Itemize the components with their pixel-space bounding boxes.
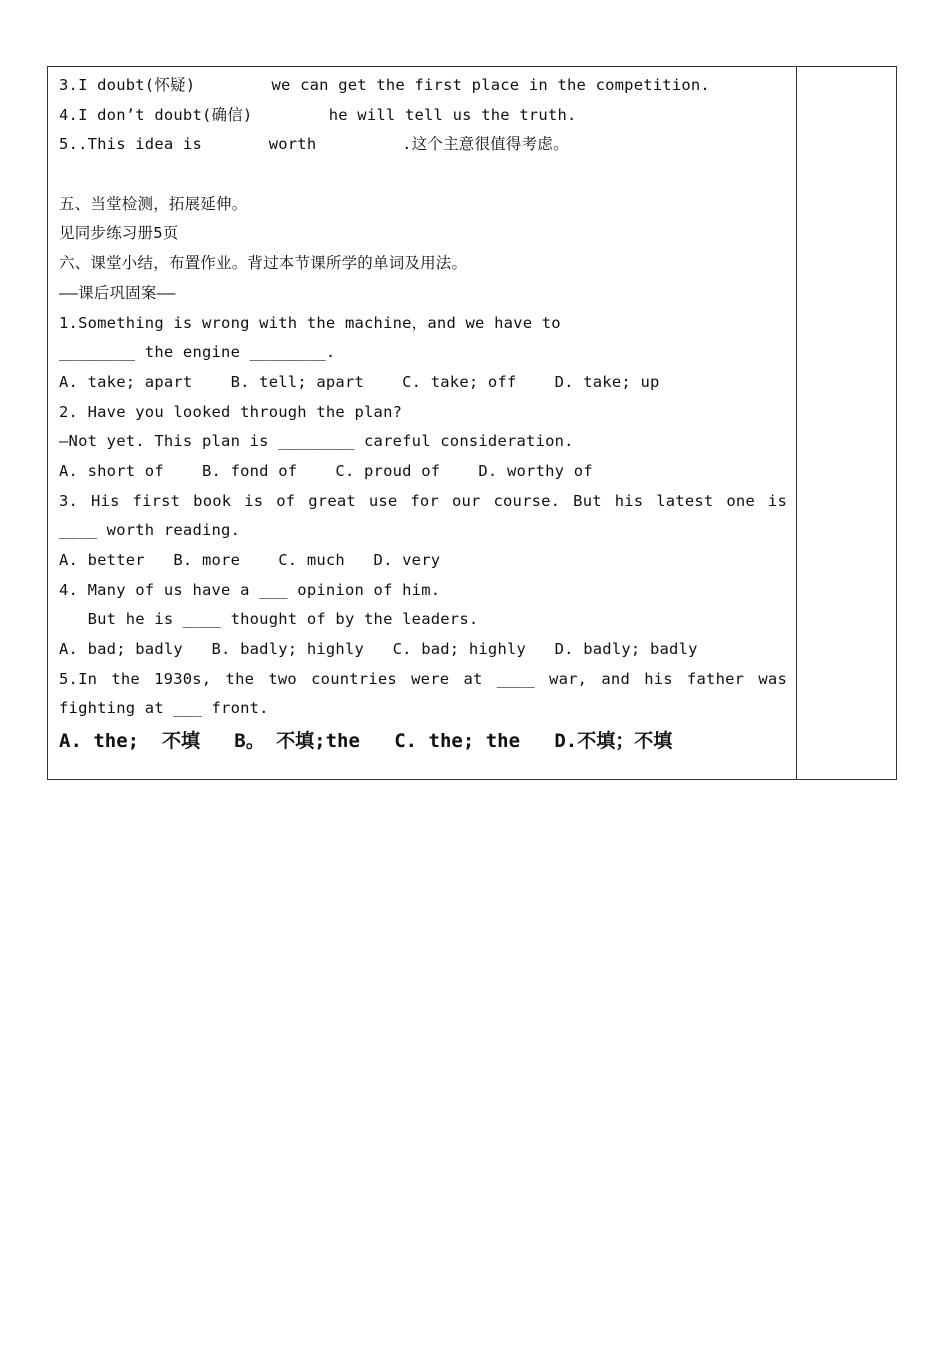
worksheet-table (47, 66, 897, 780)
question-3-cont: ____ worth reading. (59, 521, 241, 540)
exercise-line-5: 5..This idea is worth .这个主意很值得考虑。 (59, 135, 569, 154)
column-divider (796, 67, 797, 779)
question-2-options: A. short of B. fond of C. proud of D. worthy of (59, 461, 593, 480)
question-3-options: A. better B. more C. much D. very (59, 551, 441, 569)
question-4-options: A. bad; badly B. badly; highly C. bad; highly D. badly; badly (59, 640, 698, 659)
exercise-line-3: 3.I doubt(怀疑) we can get the first place in the competition. (59, 76, 710, 94)
question-5-cont: fighting at ___ front. (59, 699, 269, 718)
question-5: 5.In the 1930s, the two countries were at ____ war, and his father was (59, 669, 787, 688)
question-3: 3. His first book is of great use for our course. But his latest one is (59, 491, 787, 510)
question-1: 1.Something is wrong with the machine，and we have to (59, 313, 561, 332)
question-1-cont: ________ the engine ________. (59, 343, 336, 362)
exercise-line-4: 4.I don’t doubt(确信) he will tell us the truth. (59, 105, 577, 124)
question-5-options: A. the; 不填 B。 不填;the C. the; the D.不填；不填 (59, 730, 673, 753)
question-4: 4. Many of us have a ___ opinion of him. (59, 580, 441, 599)
spacer (59, 160, 787, 190)
question-2-cont: —Not yet. This plan is ________ careful consideration. (59, 432, 574, 451)
section-five-heading: 五、当堂检测，拓展延伸。 (59, 194, 248, 213)
question-2: 2. Have you looked through the plan? (59, 402, 403, 421)
homework-heading: ——课后巩固案—— (59, 283, 176, 302)
main-cell (59, 71, 787, 758)
question-4-cont: But he is ____ thought of by the leaders. (59, 610, 479, 629)
question-1-options: A. take; apart B. tell; apart C. take; off D. take; up (59, 372, 660, 391)
section-five-note: 见同步练习册5页 (59, 224, 179, 243)
section-six-heading: 六、课堂小结，布置作业。背过本节课所学的单词及用法。 (59, 254, 468, 273)
